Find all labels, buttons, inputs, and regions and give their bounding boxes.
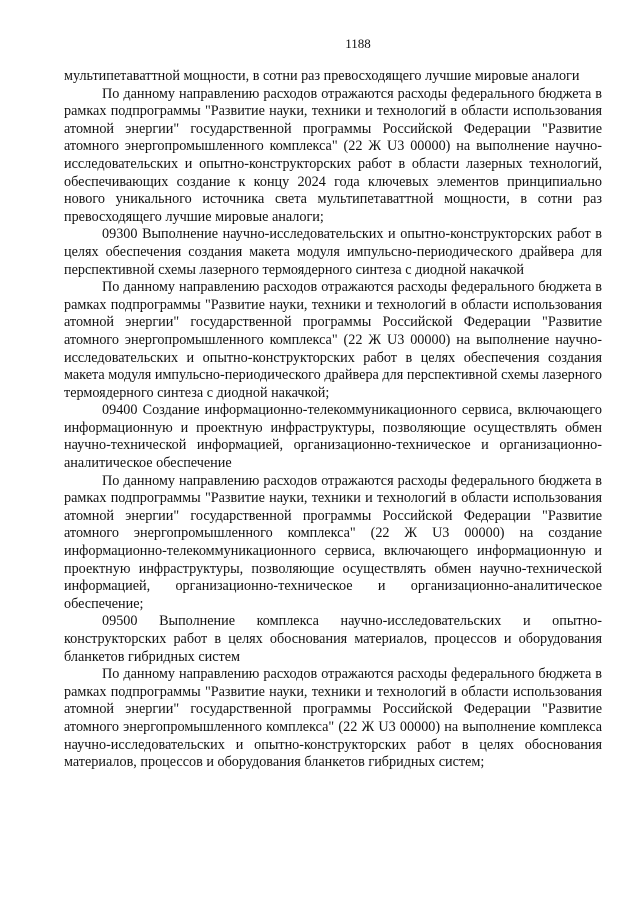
paragraph-expense-description: По данному направлению расходов отражаются расходы федерального бюджета в рамках подпрограммы "Развитие науки, техники и технологий в области использования атомной энергии" государственной программы Российской Федерации "Развитие атомного энергопромышленного комплекса" (22 Ж U3 00000) на выполнение комплекса научно-исследовательских и опытно-конструкторских работ в целях обоснования материалов, процессов и оборудования бланкетов гибридных систем; (64, 666, 602, 771)
paragraph-continuation: мультипетаваттной мощности, в сотни раз превосходящего лучшие мировые аналоги (64, 68, 580, 84)
paragraph-expense-description: По данному направлению расходов отражаются расходы федерального бюджета в рамках подпрограммы "Развитие науки, техники и технологий в области использования атомной энергии" государственной программы Российской Федерации "Развитие атомного энергопромышленного комплекса" (22 Ж U3 00000) на выполнение научно-исследовательских и опытно-конструкторских работ в целях обеспечения создания макета модуля импульсно-периодического драйвера для перспективной схемы лазерного термоядерного синтеза с диодной накачкой; (64, 279, 602, 401)
page-number: 1188 (345, 36, 371, 51)
paragraph-code-09400: 09400 Создание информационно-телекоммуникационного сервиса, включающего информационную и проектную инфраструктуры, позволяющие осуществлять обмен научно-технической информацией, организационно-техническое и организационно-аналитическое обеспечение (64, 402, 602, 472)
paragraph-expense-description: По данному направлению расходов отражаются расходы федерального бюджета в рамках подпрограммы "Развитие науки, техники и технологий в области использования атомной энергии" государственной программы Российской Федерации "Развитие атомного энергопромышленного комплекса" (22 Ж U3 00000) на создание информационно-телекоммуникационного сервиса, включающего информационную и проектную инфраструктуры, позволяющие осуществлять обмен научно-технической информацией, организационно-техническое и организационно-аналитическое обеспечение; (64, 472, 602, 612)
paragraph-code-09300: 09300 Выполнение научно-исследовательских и опытно-конструкторских работ в целях обеспечения создания макета модуля импульсно-периодического драйвера для перспективной схемы лазерного термоядерного синтеза с диодной накачкой (64, 226, 602, 278)
document-body (64, 68, 602, 772)
paragraph-expense-description: По данному направлению расходов отражаются расходы федерального бюджета в рамках подпрограммы "Развитие науки, техники и технологий в области использования атомной энергии" государственной программы Российской Федерации "Развитие атомного энергопромышленного комплекса" (22 Ж U3 00000) на выполнение научно-исследовательских и опытно-конструкторских работ в области лазерных технологий, обеспечивающих создание к концу 2024 года ключевых элементов принципиально нового уникального источника света мультипетаваттной мощности, в сотни раз превосходящего лучшие мировые аналоги; (64, 85, 602, 225)
paragraph-code-09500: 09500 Выполнение комплекса научно-исследовательских и опытно-конструкторских работ в целях обоснования материалов, процессов и оборудования бланкетов гибридных систем (64, 613, 602, 665)
